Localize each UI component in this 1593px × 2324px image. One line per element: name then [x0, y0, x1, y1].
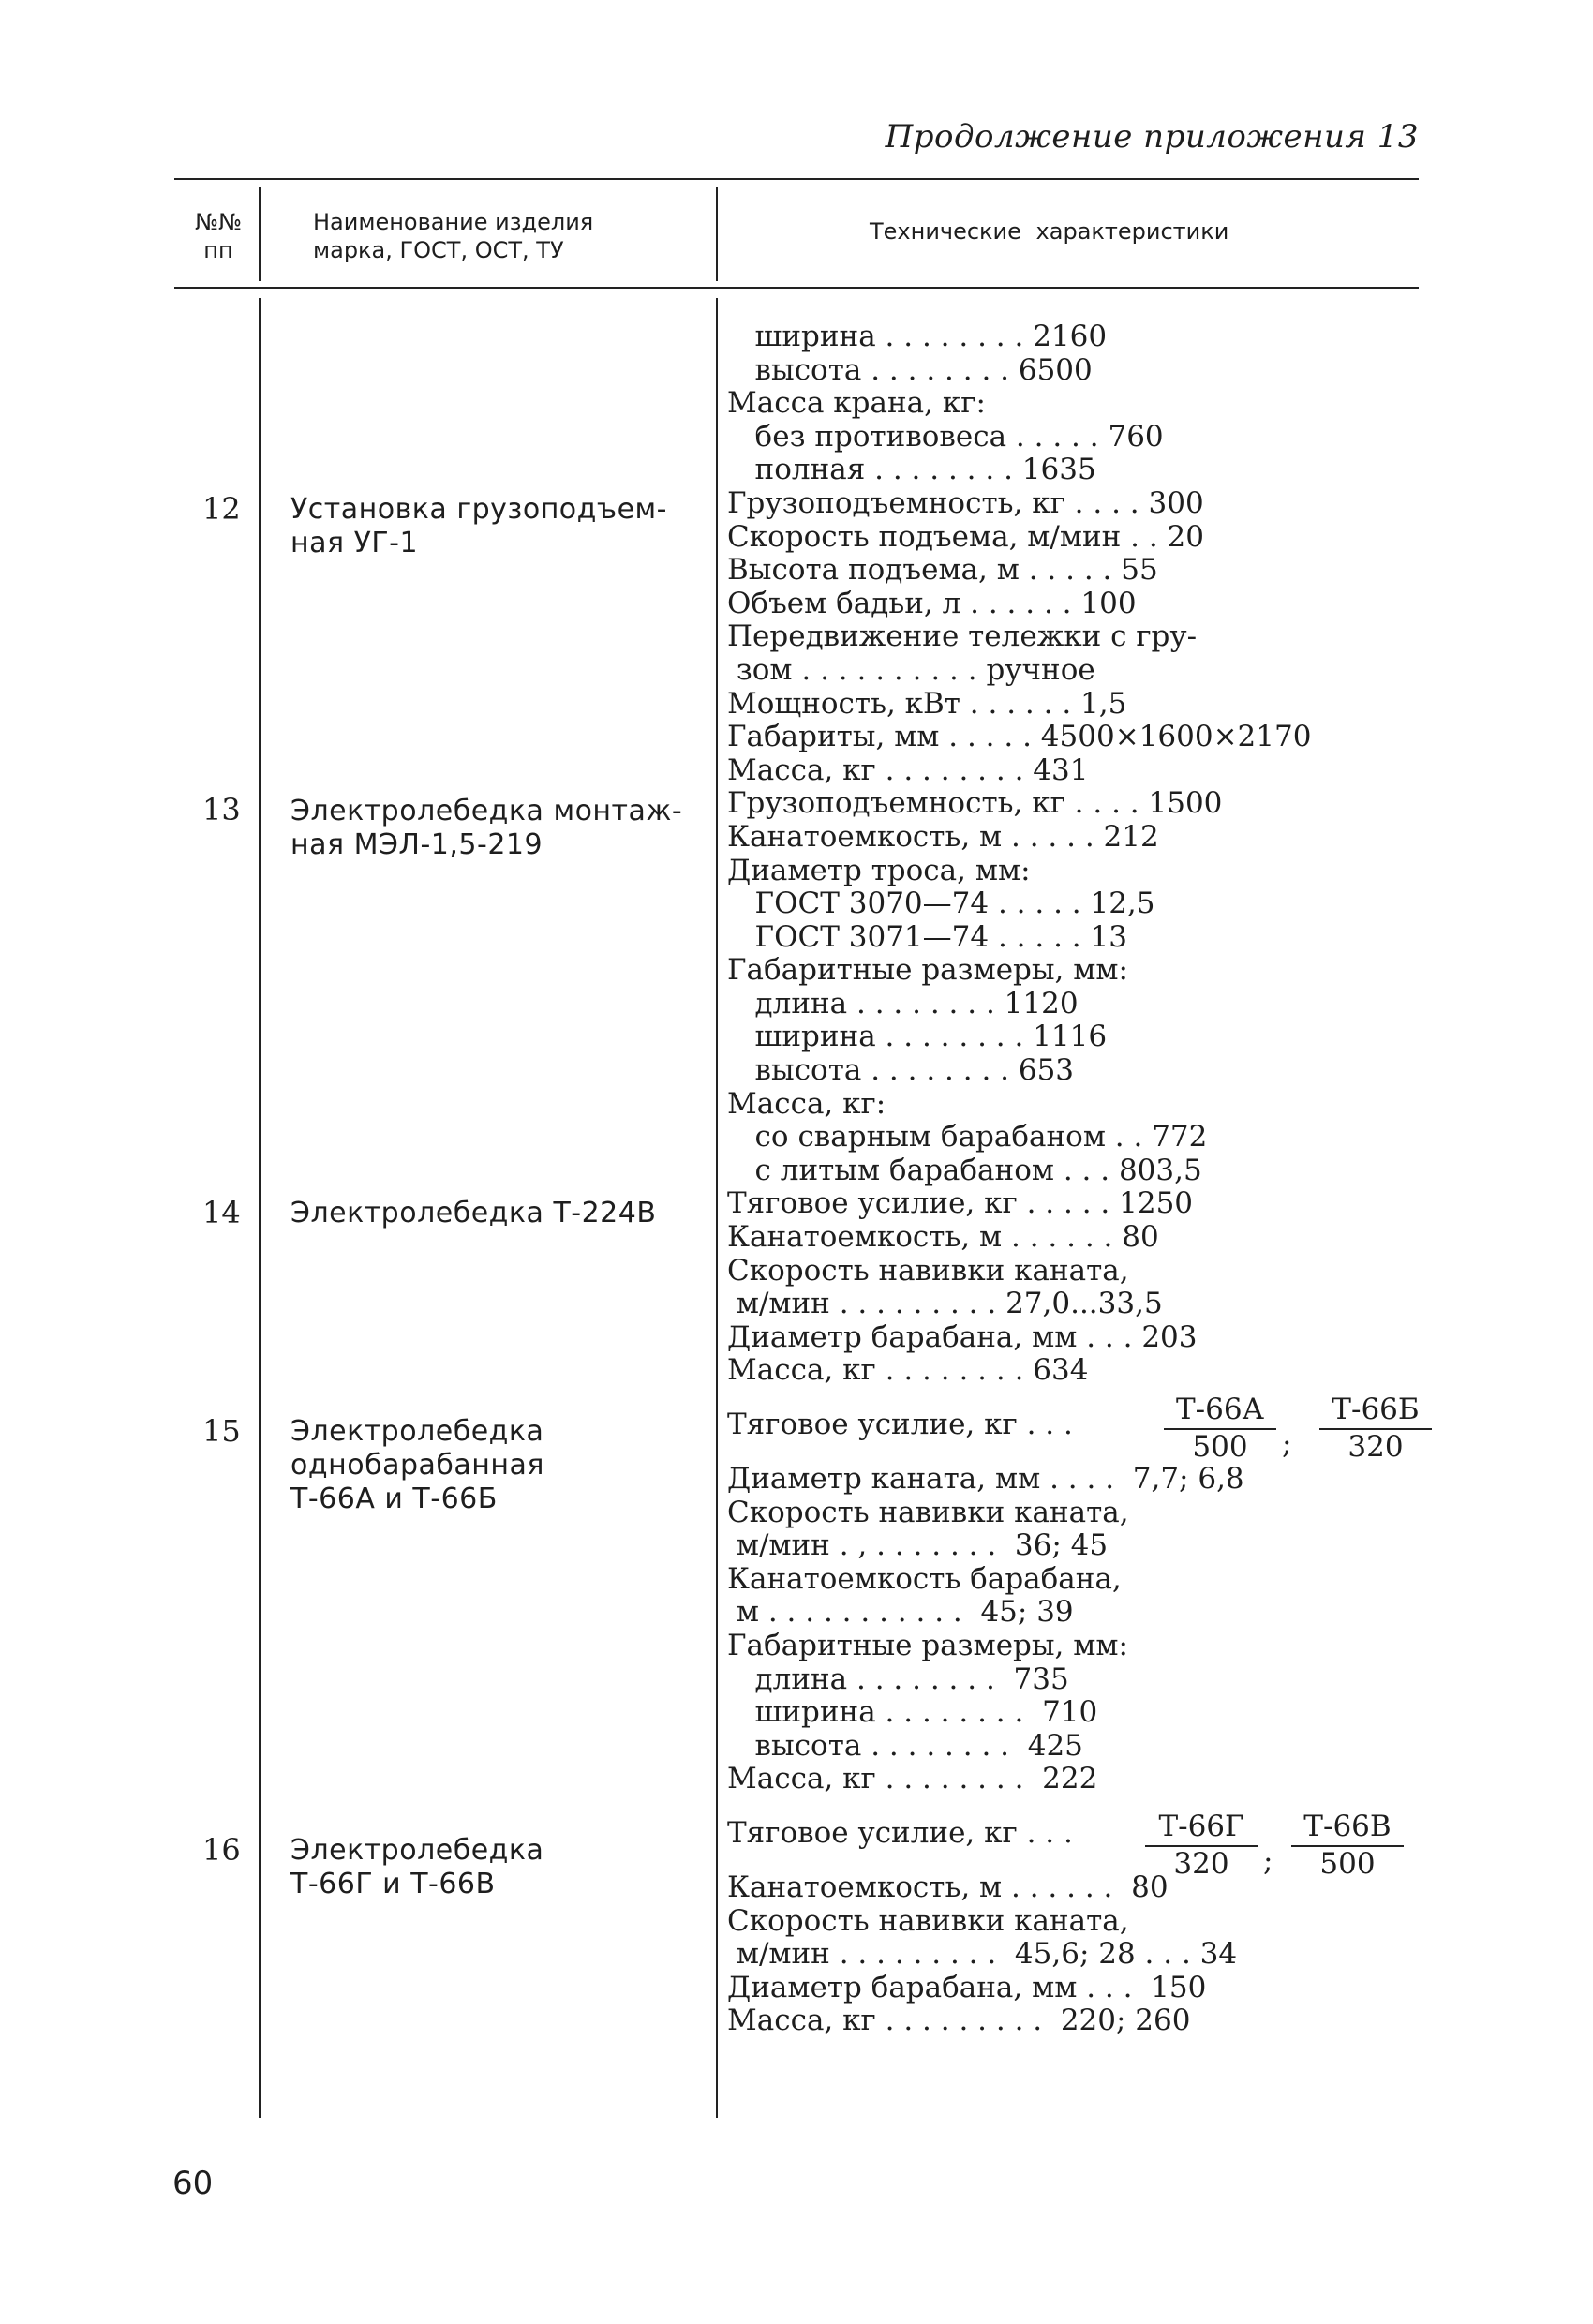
fraction-t66a: Т-66А 500	[1164, 1393, 1276, 1463]
spec-line: Масса крана, кг:	[727, 386, 986, 421]
spec-line: Канатоемкость, м . . . . . 212	[727, 819, 1159, 854]
item-name-15: Электролебедка однобарабанная Т-66А и Т-66Б	[290, 1415, 544, 1515]
fraction-separator-16: ;	[1263, 1844, 1273, 1878]
spec-line: Диаметр барабана, мм . . . 150	[727, 1970, 1207, 2004]
table-top-rule	[174, 178, 1419, 180]
column-divider-2-body	[716, 298, 718, 2118]
page-number: 60	[172, 2165, 214, 2202]
spec-line: Тяговое усилие, кг . . .	[727, 1408, 1073, 1442]
spec-line: Масса, кг . . . . . . . . . 220; 260	[727, 2004, 1191, 2038]
spec-line: м/мин . . . . . . . . . 45,6; 28 . . . 34	[727, 1937, 1238, 1972]
spec-line: ширина . . . . . . . . 2160	[727, 320, 1108, 353]
spec-line: Габариты, мм . . . . . 4500×1600×2170	[727, 720, 1312, 754]
spec-line: Масса, кг . . . . . . . . 431	[727, 752, 1089, 787]
spec-line: м . . . . . . . . . . . 45; 39	[727, 1595, 1074, 1630]
spec-line: со сварным барабаном . . 772	[727, 1120, 1208, 1155]
spec-line: длина . . . . . . . . 1120	[727, 986, 1079, 1020]
specs-column	[727, 320, 1421, 2038]
spec-line: ГОСТ 3071—74 . . . . . 13	[727, 919, 1127, 954]
item-name-16: Электролебедка Т-66Г и Т-66В	[290, 1834, 544, 1900]
spec-line: Канатоемкость барабана,	[727, 1561, 1122, 1596]
spec-line: Скорость навивки каната,	[727, 1495, 1129, 1529]
spec-line: Масса, кг:	[727, 1086, 886, 1121]
fraction-separator-15: ;	[1282, 1427, 1292, 1461]
spec-line: Тяговое усилие, кг . . .	[727, 1816, 1073, 1851]
item-name-12: Установка грузоподъем- ная УГ-1	[290, 493, 668, 559]
spec-line: м/мин . , . . . . . . . 36; 45	[727, 1528, 1109, 1563]
item-name-14: Электролебедка Т-224В	[290, 1197, 657, 1229]
row-number-13: 13	[202, 792, 241, 827]
spec-line: высота . . . . . . . . 425	[727, 1728, 1083, 1763]
spec-line: длина . . . . . . . . 735	[727, 1661, 1069, 1696]
fraction-t66b: Т-66Б 320	[1319, 1393, 1432, 1463]
spec-line: Диаметр каната, мм . . . . 7,7; 6,8	[727, 1462, 1244, 1496]
continuation-title: Продолжение приложения 13	[885, 118, 1419, 156]
spec-line: Масса, кг . . . . . . . . 634	[727, 1353, 1089, 1388]
column-divider-1	[259, 187, 261, 281]
spec-line: Масса, кг . . . . . . . . 222	[727, 1762, 1098, 1796]
spec-line: Диаметр троса, мм:	[727, 853, 1031, 887]
spec-line: Габаритные размеры, мм:	[727, 953, 1128, 988]
header-num-column: №№ пп	[195, 209, 242, 263]
spec-line: зом . . . . . . . . . . ручное	[727, 652, 1095, 687]
spec-line: ширина . . . . . . . . 1116	[727, 1020, 1108, 1054]
row-number-15: 15	[202, 1413, 241, 1449]
spec-line: Скорость подъема, м/мин . . 20	[727, 519, 1205, 554]
spec-line: с литым барабаном . . . 803,5	[727, 1153, 1202, 1187]
header-bottom-rule	[174, 287, 1419, 289]
header-name-column: Наименование изделия марка, ГОСТ, ОСТ, ТУ	[313, 209, 594, 263]
spec-line: Габаритные размеры, мм:	[727, 1628, 1128, 1662]
spec-line: Объем бадьи, л . . . . . . 100	[727, 586, 1137, 620]
item-name-13: Электролебедка монтаж- ная МЭЛ-1,5-219	[290, 795, 683, 861]
spec-line: Грузоподъемность, кг . . . . 300	[727, 485, 1204, 520]
spec-line: Диаметр барабана, мм . . . 203	[727, 1319, 1198, 1354]
spec-line: ГОСТ 3070—74 . . . . . 12,5	[727, 886, 1155, 921]
spec-line: м/мин . . . . . . . . . 27,0...33,5	[727, 1287, 1163, 1321]
spec-line: Грузоподъемность, кг . . . . 1500	[727, 786, 1223, 821]
spec-line: высота . . . . . . . . 653	[727, 1053, 1075, 1088]
spec-line: Канатоемкость, м . . . . . . 80	[727, 1220, 1159, 1255]
spec-line: Скорость навивки каната,	[727, 1903, 1129, 1938]
spec-line: Передвижение тележки с гру-	[727, 619, 1198, 654]
spec-line: Канатоемкость, м . . . . . . 80	[727, 1870, 1169, 1904]
column-divider-2	[716, 187, 718, 281]
column-divider-1-body	[259, 298, 261, 2118]
row-number-12: 12	[202, 491, 241, 527]
row-number-16: 16	[202, 1832, 241, 1868]
spec-line: Мощность, кВт . . . . . . 1,5	[727, 686, 1127, 721]
spec-line: Скорость навивки каната,	[727, 1253, 1129, 1288]
fraction-t66g: Т-66Г 320	[1145, 1810, 1258, 1880]
spec-line: Высота подъема, м . . . . . 55	[727, 553, 1158, 588]
spec-line: ширина . . . . . . . . 710	[727, 1695, 1098, 1730]
spec-line: Тяговое усилие, кг . . . . . 1250	[727, 1186, 1194, 1221]
row-number-14: 14	[202, 1195, 241, 1230]
spec-line: полная . . . . . . . . 1635	[727, 453, 1096, 487]
header-spec-column: Технические характеристики	[870, 218, 1229, 245]
fraction-t66v: Т-66В 500	[1291, 1810, 1404, 1880]
spec-line: высота . . . . . . . . 6500	[727, 352, 1093, 387]
spec-line: без противовеса . . . . . 760	[727, 419, 1164, 454]
